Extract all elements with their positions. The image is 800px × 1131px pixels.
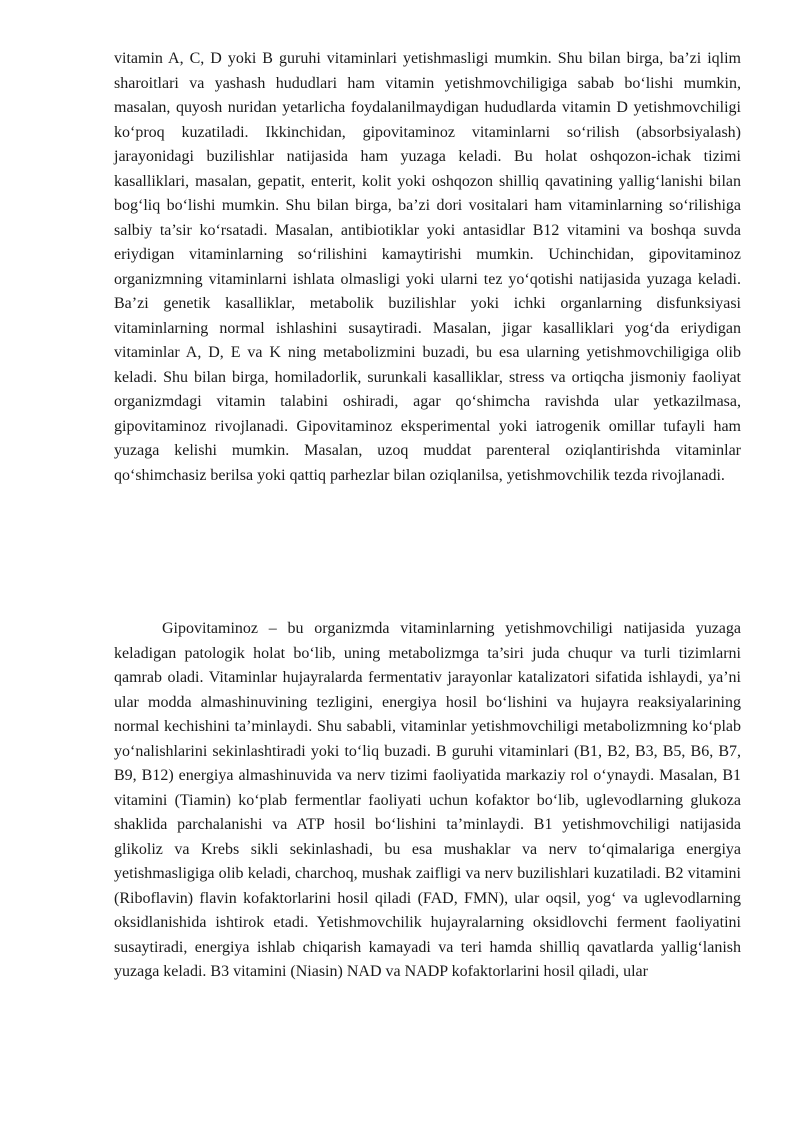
- body-paragraph-2: Gipovitaminoz – bu organizmda vitaminlarning yetishmovchiligi natijasida yuzaga keladigan patologik holat bo‘lib, uning metabolizmga ta’siri juda chuqur va turli tizimlarni qamrab oladi. Vitaminlar hujayralarda fermentativ jarayonlar katalizatori sifatida ishlaydi, ya’ni ular modda almashinuvining tezligini, energiya hosil bo‘lishini va hujayra reaksiyalarining normal kechishini ta’minlaydi. Shu sababli, vitaminlar yetishmovchiligi metabolizmning ko‘plab yo‘nalishlarini sekinlashtiradi yoki to‘liq buzadi. B guruhi vitaminlari (B1, B2, B3, B5, B6, B7, B9, B12) energiya almashinuvida va nerv tizimi faoliyatida markaziy rol o‘ynaydi. Masalan, B1 vitamini (Tiamin) ko‘plab fermentlar faoliyati uchun kofaktor bo‘lib, uglevodlarning glukoza shaklida parchalanishi va ATP hosil bo‘lishini ta’minlaydi. B1 yetishmovchiligi natijasida glikoliz va Krebs sikli sekinlashadi, bu esa mushaklar va nerv to‘qimalariga energiya yetishmasligiga olib keladi, charchoq, mushak zaifligi va nerv buzilishlari kuzatiladi. B2 vitamini (Riboflavin) flavin kofaktorlarini hosil qiladi (FAD, FMN), ular oqsil, yog‘ va uglevodlarning oksidlanishida ishtirok etadi. Yetishmovchilik hujayralarning oksidlovchi ferment faoliyatini susaytiradi, energiya ishlab chiqarish kamayadi va teri hamda shilliq qavatlarda yallig‘lanish yuzaga keladi. B3 vitamini (Niasin) NAD va NADP kofaktorlarini hosil qiladi, ular: [114, 620, 741, 980]
- body-paragraph-1: vitamin A, C, D yoki B guruhi vitaminlari yetishmasligi mumkin. Shu bilan birga, ba’zi iqlim sharoitlari va yashash hududlari ham vitamin yetishmovchiligiga sabab bo‘lishi mumkin, masalan, quyosh nuridan yetarlicha foydalanilmaydigan hududlarda vitamin D yetishmovchiligi ko‘proq kuzatiladi. Ikkinchidan, gipovitaminoz vitaminlarni so‘rilish (absorbsiyalash) jarayonidagi buzilishlar natijasida ham yuzaga keladi. Bu holat oshqozon-ichak tizimi kasalliklari, masalan, gepatit, enterit, kolit yoki oshqozon shilliq qavatining yallig‘lanishi bilan bog‘liq bo‘lishi mumkin. Shu bilan birga, ba’zi dori vositalari ham vitaminlarning so‘rilishiga salbiy ta’sir ko‘rsatadi. Masalan, antibiotiklar yoki antasidlar B12 vitamini va boshqa suvda eriydigan vitaminlarning so‘rilishini kamaytirishi mumkin. Uchinchidan, gipovitaminoz organizmning vitaminlarni ishlata olmasligi yoki ularni tez yo‘qotishi natijasida yuzaga keladi. Ba’zi genetik kasalliklar, metabolik buzilishlar yoki ichki organlarning disfunksiyasi vitaminlarning normal ishlashini susaytiradi. Masalan, jigar kasalliklari yog‘da eriydigan vitaminlar A, D, E va K ning metabolizmini buzadi, bu esa ularning yetishmovchiligiga olib keladi. Shu bilan birga, homiladorlik, surunkali kasalliklar, stress va ortiqcha jismoniy faoliyat organizmdagi vitamin talabini oshiradi, agar qo‘shimcha ravishda ular yetkazilmasa, gipovitaminoz rivojlanadi. Gipovitaminoz eksperimental yoki iatrogenik omillar tufayli ham yuzaga kelishi mumkin. Masalan, uzoq muddat parenteral oziqlantirishda vitaminlar qo‘shimchasiz berilsa yoki qattiq parhezlar bilan oziqlanilsa, yetishmovchilik tezda rivojlanadi.: [114, 50, 741, 484]
